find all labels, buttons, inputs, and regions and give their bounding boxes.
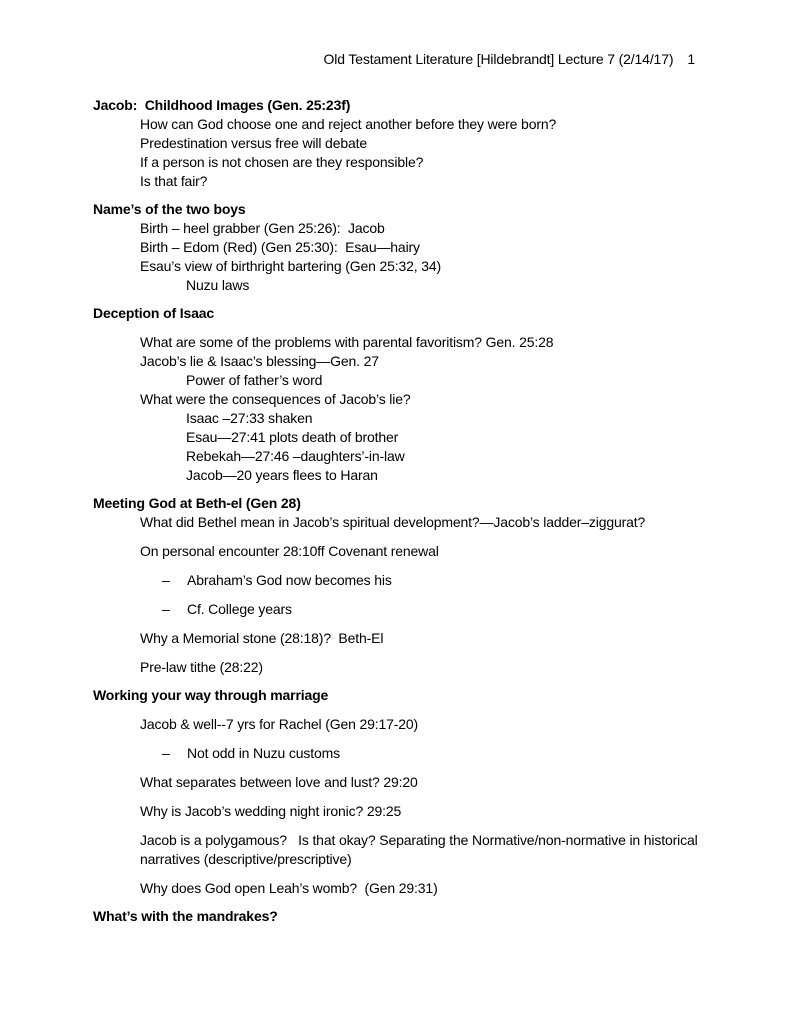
bullet-line (0, 744, 791, 763)
bullet-text: Cf. College years (187, 601, 292, 617)
section-heading: Deception of Isaac (93, 305, 215, 321)
note-line: Esau’s view of birthright bartering (Gen 25:32, 34) (140, 258, 442, 274)
page-header (0, 0, 791, 69)
note-line: Rebekah—27:46 –daughters’-in-law (186, 448, 405, 464)
note-line: Nuzu laws (186, 277, 250, 293)
note-line: Jacob—20 years flees to Haran (186, 467, 378, 483)
section-heading: Working your way through marriage (93, 687, 329, 703)
note-line: Jacob’s lie & Isaac’s blessing—Gen. 27 (140, 353, 379, 369)
section-heading: What’s with the mandrakes? (93, 908, 278, 924)
note-line: On personal encounter 28:10ff Covenant renewal (140, 543, 439, 559)
page-number: 1 (687, 51, 695, 67)
section-heading: Jacob: Childhood Images (Gen. 25:23f) (93, 97, 351, 113)
section-jacob-childhood-images (0, 96, 791, 191)
note-line: What did Bethel mean in Jacob’s spiritual development?—Jacob’s ladder–ziggurat? (140, 514, 646, 530)
dash-bullet-icon: – (162, 572, 170, 588)
note-line: Esau—27:41 plots death of brother (186, 429, 399, 445)
bullet-line (0, 600, 791, 619)
note-line: How can God choose one and reject another before they were born? (140, 116, 557, 132)
note-line: narratives (descriptive/prescriptive) (140, 851, 352, 867)
bullet-line (0, 571, 791, 590)
section-working-your-way-through-marriage (0, 686, 791, 898)
note-line: Power of father’s word (186, 372, 323, 388)
section-deception-of-isaac (0, 304, 791, 485)
note-line: Is that fair? (140, 173, 208, 189)
note-line: What are some of the problems with parental favoritism? Gen. 25:28 (140, 334, 554, 350)
note-line: Isaac –27:33 shaken (186, 410, 313, 426)
bullet-text: Not odd in Nuzu customs (187, 745, 340, 761)
header-title: Old Testament Literature [Hildebrandt] Lecture 7 (2/14/17) (323, 51, 674, 67)
section-heading: Meeting God at Beth-el (Gen 28) (93, 495, 301, 511)
note-line: If a person is not chosen are they responsible? (140, 154, 424, 170)
document-body (0, 96, 791, 926)
note-line: Birth – Edom (Red) (Gen 25:30): Esau—hairy (140, 239, 420, 255)
section-heading: Name’s of the two boys (93, 201, 246, 217)
bullet-text: Abraham’s God now becomes his (187, 572, 392, 588)
note-line: Jacob is a polygamous? Is that okay? Separating the Normative/non-normative in historical (140, 832, 698, 848)
note-line: Why a Memorial stone (28:18)? Beth-El (140, 630, 384, 646)
note-line: What were the consequences of Jacob’s lie? (140, 391, 411, 407)
note-line: Jacob & well--7 yrs for Rachel (Gen 29:17-20) (140, 716, 419, 732)
section-whats-with-the-mandrakes (0, 907, 791, 926)
dash-bullet-icon: – (162, 745, 170, 761)
note-line: Predestination versus free will debate (140, 135, 367, 151)
section-names-of-the-two-boys (0, 200, 791, 295)
section-meeting-god-at-beth-el (0, 494, 791, 677)
note-line: Why does God open Leah’s womb? (Gen 29:31) (140, 880, 438, 896)
note-line: Pre-law tithe (28:22) (140, 659, 263, 675)
note-line: Why is Jacob’s wedding night ironic? 29:25 (140, 803, 402, 819)
dash-bullet-icon: – (162, 601, 170, 617)
note-line: Birth – heel grabber (Gen 25:26): Jacob (140, 220, 385, 236)
note-line: What separates between love and lust? 29:20 (140, 774, 418, 790)
